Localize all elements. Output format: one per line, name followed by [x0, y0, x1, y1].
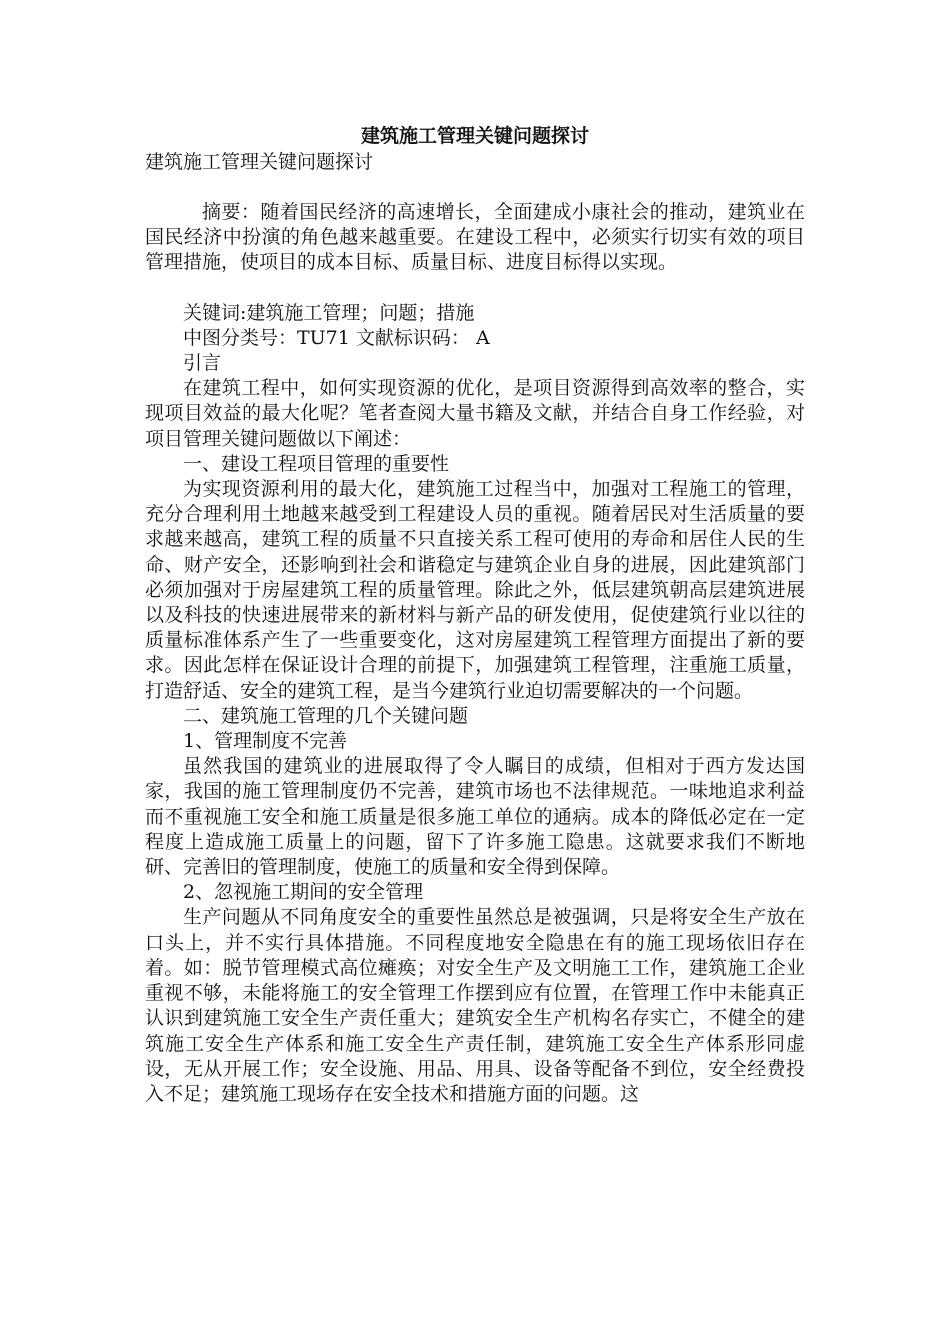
intro-heading: 引言: [183, 352, 222, 375]
keywords-line: 关键词:建筑施工管理；问题；措施: [183, 301, 475, 324]
subsection2-paragraph: 生产问题从不同角度安全的重要性虽然总是被强调，只是将安全生产放在口头上，并不实行具体措施。不同程度地安全隐患在有的施工现场依旧存在着。如：脱节管理模式高位瘫痪；对安全生产及文明施工工作，建筑施工企业重视不够，未能将施工的安全管理工作摆到应有位置，在管理工作中未能真正认识到建筑施工安全生产责任重大；建筑安全生产机构名存实亡，不健全的建筑施工安全生产体系和施工安全生产责任制，建筑施工安全生产体系形同虚设，无从开展工作；安全设施、用品、用具、设备等配备不到位，安全经费投入不足；建筑施工现场存在安全技术和措施方面的问题。这: [145, 906, 805, 1105]
section2-heading: 二、建筑施工管理的几个关键问题: [183, 704, 469, 727]
subsection1-paragraph: 虽然我国的建筑业的进展取得了令人瞩目的成绩，但相对于西方发达国家，我国的施工管理制度仍不完善，建筑市场也不法律规范。一味地追求利益而不重视施工安全和施工质量是很多施工单位的通病。成本的降低必定在一定程度上造成施工质量上的问题，留下了许多施工隐患。这就要求我们不断地研、完善旧的管理制度，使施工的质量和安全得到保障。: [145, 755, 805, 879]
document-subtitle: 建筑施工管理关键问题探讨: [145, 151, 374, 173]
classification-line: 中图分类号：TU71 文献标识码： A: [183, 326, 490, 349]
document-body: [145, 200, 805, 1107]
intro-paragraph: 在建筑工程中，如何实现资源的优化，是项目资源得到高效率的整合，实现项目效益的最大化呢？笔者查阅大量书籍及文献，并结合自身工作经验，对项目管理关键问题做以下阐述：: [145, 377, 805, 450]
section1-heading: 一、建设工程项目管理的重要性: [183, 452, 450, 475]
subsection1-heading: 1、管理制度不完善: [183, 730, 348, 753]
spacer: [145, 276, 805, 301]
subsection2-heading: 2、忽视施工期间的安全管理: [183, 881, 424, 904]
abstract-paragraph: 摘要：随着国民经济的高速增长，全面建成小康社会的推动，建筑业在国民经济中扮演的角色越来越重要。在建设工程中，必须实行切实有效的项目管理措施，使项目的成本目标、质量目标、进度目标得以实现。: [145, 201, 805, 274]
document-title: 建筑施工管理关键问题探讨: [360, 125, 589, 147]
section1-paragraph: 为实现资源利用的最大化，建筑施工过程当中，加强对工程施工的管理，充分合理利用土地越来越受到工程建设人员的重视。随着居民对生活质量的要求越来越高，建筑工程的质量不只直接关系工程可使用的寿命和居住人民的生命、财产安全，还影响到社会和谐稳定与建筑企业自身的进展，因此建筑部门必须加强对于房屋建筑工程的质量管理。除此之外，低层建筑朝高层建筑进展以及科技的快速进展带来的新材料与新产品的研发使用，促使建筑行业以往的质量标准体系产生了一些重要变化，这对房屋建筑工程管理方面提出了新的要求。因此怎样在保证设计合理的前提下，加强建筑工程管理，注重施工质量，打造舒适、安全的建筑工程，是当今建筑行业迫切需要解决的一个问题。: [145, 478, 805, 702]
